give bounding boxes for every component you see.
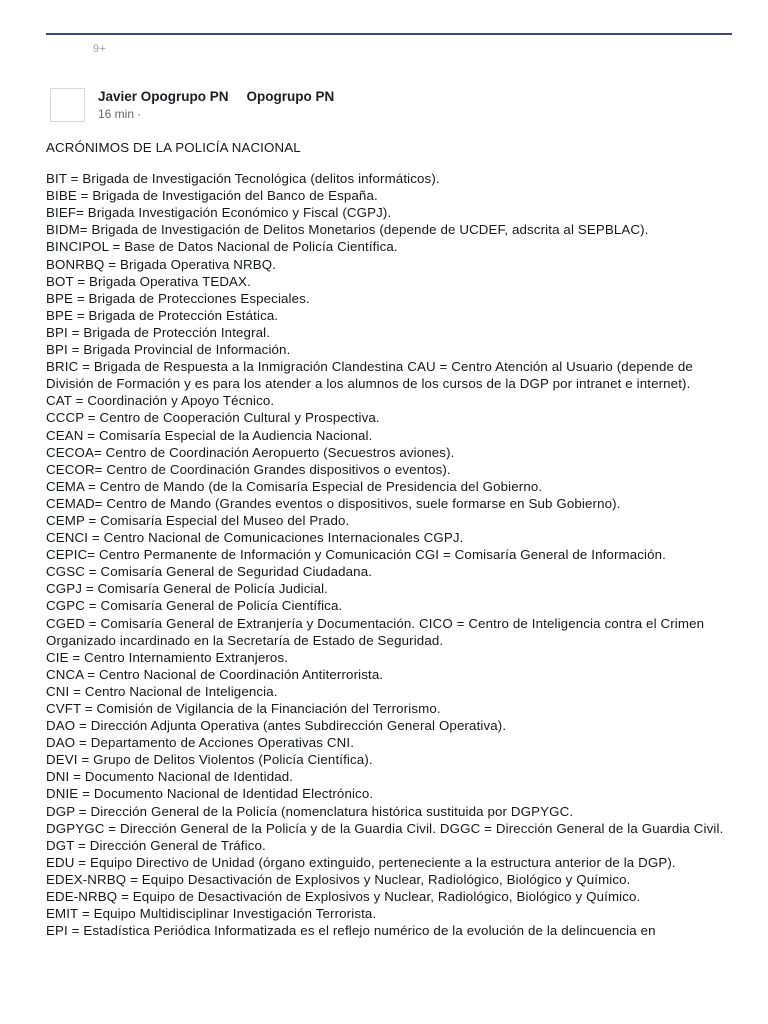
header-divider [46,33,732,35]
acronym-entry: CCCP = Centro de Cooperación Cultural y Prospectiva. [46,410,380,426]
acronym-entry: CVFT = Comisión de Vigilancia de la Financiación del Terrorismo. [46,701,441,716]
acronym-entry: CEPIC= Centro Permanente de Información y Comunicación CGI = Comisaría General de Información. [46,547,667,563]
acronym-entry: CECOA= Centro de Coordinación Aeropuerto (Secuestros aviones). [46,444,455,460]
post-group-name[interactable]: Opogrupo PN [246,89,335,104]
acronym-entry: EDEX-NRBQ = Equipo Desactivación de Explosivos y Nuclear, Radiológico, Biológico y Químico. [46,871,631,887]
acronym-entry: BPI = Brigada de Protección Integral. [46,324,271,340]
acronym-entry: EDU = Equipo Directivo de Unidad (órgano extinguido, perteneciente a la estructura anterior de la DGP). [46,854,676,870]
acronym-entry: EMIT = Equipo Multidisciplinar Investigación Terrorista. [46,906,377,922]
acronym-entry: CGPJ = Comisaría General de Policía Judicial. [46,581,329,597]
acronym-entry: CEMA = Centro de Mando (de la Comisaría Especial de Presidencia del Gobierno. [46,478,543,494]
acronym-entry: CECOR= Centro de Coordinación Grandes dispositivos o eventos). [46,461,451,477]
acronym-entry: CGSC = Comisaría General de Seguridad Ciudadana. [46,564,373,580]
document-title: ACRÓNIMOS DE LA POLICÍA NACIONAL [46,140,301,155]
post-timestamp[interactable]: 16 min [98,107,135,121]
acronym-entry: BPE = Brigada de Protecciones Especiales. [46,290,310,306]
acronym-entry: DEVI = Grupo de Delitos Violentos (Policía Científica). [46,752,373,768]
acronym-entry: BPI = Brigada Provincial de Información. [46,342,291,358]
acronym-entry: DNI = Documento Nacional de Identidad. [46,769,294,785]
avatar[interactable] [50,88,85,122]
acronym-entry: BINCIPOL = Base de Datos Nacional de Policía Científica. [46,239,398,255]
acronym-entry: CEMAD= Centro de Mando (Grandes eventos o dispositivos, suele formarse en Sub Gobierno). [46,495,621,511]
title-spacer [46,156,732,170]
post-meta-line [98,107,740,122]
acronym-entry: CAT = Coordinación y Apoyo Técnico. [46,393,275,409]
acronym-entry: DAO = Dirección Adjunta Operativa (antes Subdirección General Operativa). [46,718,507,734]
acronym-entry: CIE = Centro Internamiento Extranjeros. [46,649,289,665]
acronym-entry: CGPC = Comisaría General de Policía Científica. [46,598,343,614]
acronym-entry: DGPYGC = Dirección General de la Policía y de la Guardia Civil. DGGC = Dirección General de la Guardia Civil. [46,820,724,836]
acronym-entry: BIDM= Brigada de Investigación de Delitos Monetarios (depende de UCDEF, adscrita al SEPBLAC). [46,222,649,238]
acronym-entry: BIEF= Brigada Investigación Económico y Fiscal (CGPJ). [46,205,392,221]
post-author-line [98,88,740,105]
post-author-name[interactable]: Javier Opogrupo PN [98,89,229,104]
acronym-entry: CGED = Comisaría General de Extranjería y Documentación. CICO = Centro de Inteligencia contra el Crimen Organizado incardinado en la Secretaría de Estado de Seguridad. [46,615,705,648]
acronym-entry: BOT = Brigada Operativa TEDAX. [46,273,251,289]
acronym-entry: DAO = Departamento de Acciones Operativas CNI. [46,735,355,751]
meta-separator: · [137,107,142,121]
acronym-entry: CNI = Centro Nacional de Inteligencia. [46,683,278,699]
acronym-entry: CNCA = Centro Nacional de Coordinación Antiterrorista. [46,666,384,682]
acronym-entry: BRIC = Brigada de Respuesta a la Inmigración Clandestina CAU = Centro Atención al Usuario (depende de División de Formación y es para los atender a los alumnos de los cursos de la DGP por intranet e internet). [46,359,693,392]
acronym-entry: BPE = Brigada de Protección Estática. [46,307,279,323]
post-header-text [98,88,740,122]
notification-count-badge[interactable]: 9+ [93,43,106,55]
acronym-entry: CEAN = Comisaría Especial de la Audiencia Nacional. [46,427,373,443]
acronym-entry: BIBE = Brigada de Investigación del Banco de España. [46,188,378,204]
acronym-entry: EPI = Estadística Periódica Informatizada es el reflejo numérico de la evolución de la delincuencia en [46,923,656,939]
acronym-entry: CEMP = Comisaría Especial del Museo del Prado. [46,512,350,528]
post-header [50,88,740,130]
acronym-entry: DNIE = Documento Nacional de Identidad Electrónico. [46,786,374,802]
acronym-list [46,170,732,939]
acronym-entry: CENCI = Centro Nacional de Comunicaciones Internacionales CGPJ. [46,530,464,546]
acronym-entry: DGP = Dirección General de la Policía (nomenclatura histórica sustituida por DGPYGC. [46,803,574,819]
post-body [46,139,732,939]
acronym-entry: BIT = Brigada de Investigación Tecnológica (delitos informáticos). [46,171,440,187]
acronym-entry: EDE-NRBQ = Equipo de Desactivación de Explosivos y Nuclear, Radiológico, Biológico y Químico. [46,889,641,905]
acronym-entry: DGT = Dirección General de Tráfico. [46,837,266,853]
notification-badge-row [46,42,732,62]
acronym-entry: BONRBQ = Brigada Operativa NRBQ. [46,256,277,272]
